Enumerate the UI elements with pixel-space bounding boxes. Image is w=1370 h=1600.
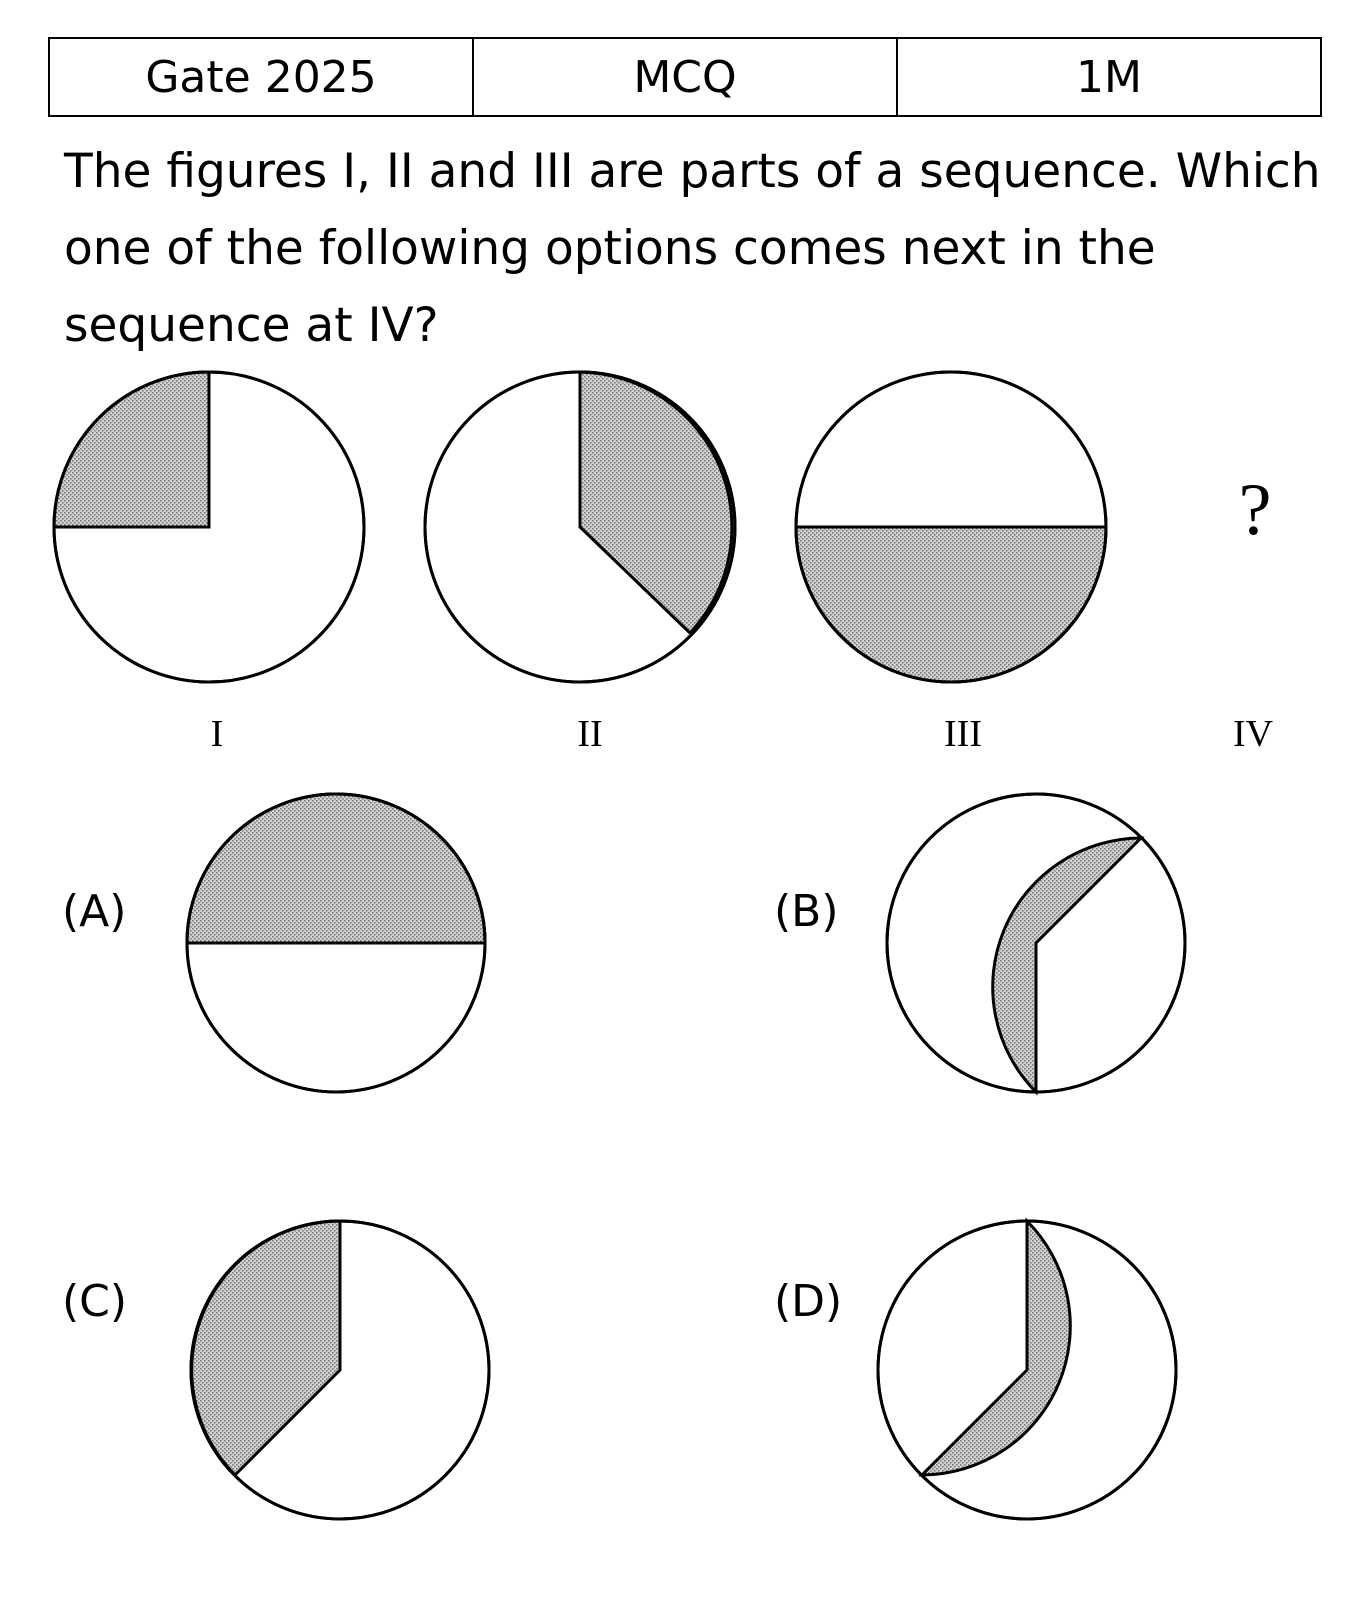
sequence-figure-2 <box>425 372 735 682</box>
option-c-label: (C) <box>62 1276 128 1327</box>
option-d-label: (D) <box>774 1276 843 1327</box>
sequence-label-3: III <box>944 713 982 755</box>
sequence-figure-1 <box>54 372 364 682</box>
option-b-label: (B) <box>774 886 839 937</box>
option-b-figure <box>887 794 1185 1092</box>
header-marks: 1M <box>1076 51 1142 103</box>
option-d-figure <box>878 1221 1176 1519</box>
sequence-label-1: I <box>210 713 224 755</box>
option-a-figure <box>187 794 485 1092</box>
sequence-label-4: IV <box>1232 713 1274 755</box>
header-exam: Gate 2025 <box>50 39 474 115</box>
option-c-figure <box>191 1221 489 1519</box>
header-type: MCQ <box>474 39 898 115</box>
sequence-label-2: II <box>577 713 603 755</box>
sequence-figure-3 <box>796 372 1106 682</box>
option-a-label: (A) <box>62 886 127 937</box>
sequence-unknown-mark: ? <box>1238 469 1272 551</box>
question-text: The figures I, II and III are parts of a sequence. Which one of the following options comes next in the sequence at IV? <box>64 144 1321 353</box>
